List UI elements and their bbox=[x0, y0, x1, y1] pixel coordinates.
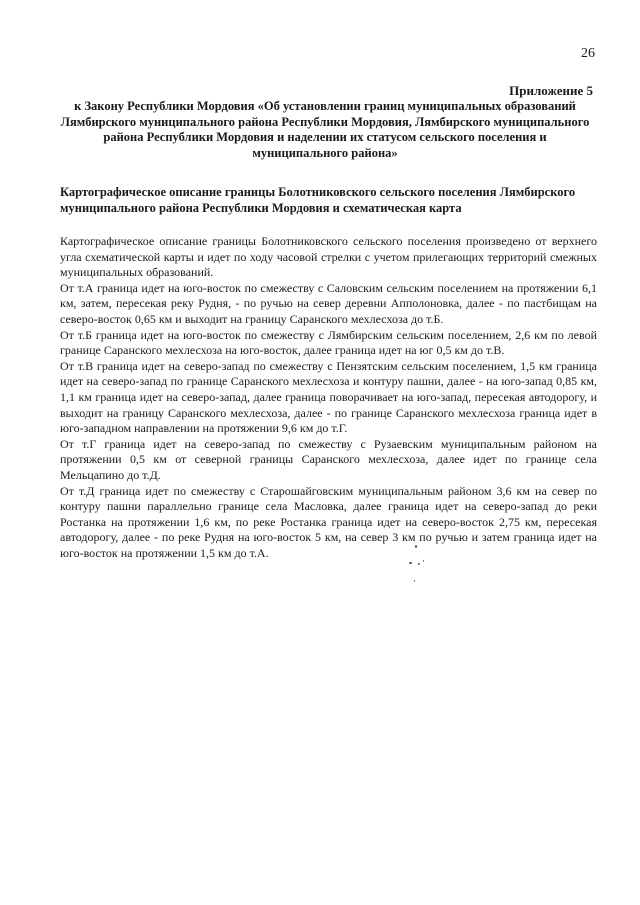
page-number: 26 bbox=[581, 46, 595, 61]
scan-marks bbox=[405, 540, 435, 590]
paragraph-point-a: От т.А граница идет на юго-восток по смежеству с Саловским сельским поселением на протяжении 6,1 км, затем, пересекая реку Рудня, - по ручью на север деревни Апполоновка, далее - по пастбищам на северо-восток 0,65 км и выходит на границу Саранского мехлесхоза до т.Б. bbox=[60, 280, 597, 326]
scan-dot bbox=[414, 580, 415, 582]
section-title: Картографическое описание границы Болотниковского сельского поселения Лямбирского муниципального района Республики Мордовия и схематическая карта bbox=[60, 185, 576, 215]
paragraph-intro: Картографическое описание границы Болотниковского сельского поселения произведено от верхнего угла схематической карты и идет по ходу часовой стрелки с учетом прилегающих территорий смежных муниципальных образований. bbox=[60, 234, 597, 280]
paragraph-point-g: От т.Г граница идет на северо-запад по смежеству с Рузаевским муниципальным районом на протяжении 0,5 км от северной границы Саранского мехлесхоза, далее идет по границе села Мельцапино до т.Д. bbox=[60, 436, 597, 482]
paragraph-point-d: От т.Д граница идет по смежеству с Старошайговским муниципальным районом 3,6 км на север по контуру пашни параллельно границе села Масловка, далее граница идет на северо-запад до реки Ростанка на протяжении 1,6 км, по реке Ростанка граница идет на северо-восток 2,75 км, пересекая автодорогу, далее - по реке Рудня на юго-восток 5 км, на север 3 км по ручью и затем граница идет на юго-восток на протяжении 1,5 км до т.А. bbox=[60, 483, 597, 560]
scan-dot bbox=[423, 560, 424, 562]
scan-dot bbox=[409, 562, 412, 564]
paragraph-point-v: От т.В граница идет на северо-запад по смежеству с Пензятским сельским поселением, 1,5 км граница идет на северо-запад по границе Саранского мехлесхоза и контуру пашни, далее - на юго-запад 0,85 км, 1,1 км граница идет на северо-запад, далее граница поворачивает на юго-запад, пересекая автодорогу, и выходит на границу Саранского мехлесхоза, далее - по границе Саранского мехлесхоза граница идет в юго-западном направлении на протяжении 9,6 км до т.Г. bbox=[60, 358, 597, 436]
paragraph-point-b: От т.Б граница идет на юго-восток по смежеству с Лямбирским сельским поселением, 2,6 км по левой границе Саранского мехлесхоза на юго-восток, далее граница идет на юг 0,5 км до т.В. bbox=[60, 327, 597, 358]
boundary-description bbox=[60, 234, 597, 561]
scan-dot bbox=[415, 545, 417, 548]
scan-dot bbox=[418, 563, 420, 565]
law-title: к Закону Республики Мордовия «Об установлении границ муниципальных образований Лямбирского муниципального района Республики Мордовия, Лямбирского муниципального района Республики Мордовия и наделении их статусом сельского поселения и муниципального района» bbox=[60, 99, 590, 160]
appendix-label: Приложение 5 bbox=[509, 83, 593, 98]
